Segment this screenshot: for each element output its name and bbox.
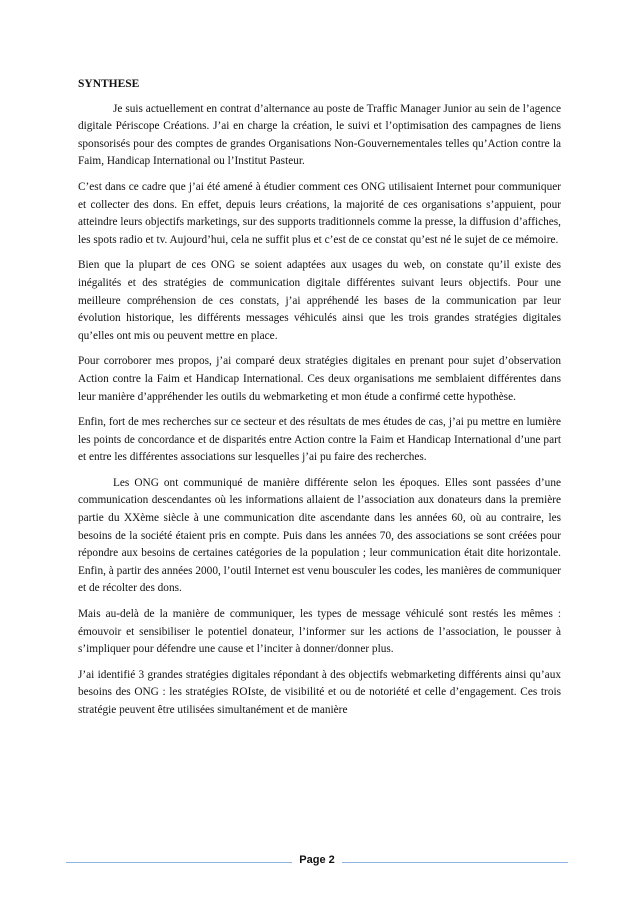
paragraph-1: Je suis actuellement en contrat d’alternance au poste de Traffic Manager Junior au sein de l’agence digitale Périscope Créations. J’ai en charge la création, le suivi et l’optimisation des campagnes de liens sponsorisés pour des comptes de grandes Organisations Non-Gouvernementales telles qu’Action contre la Faim, Handicap International ou l’Institut Pasteur. <box>78 102 561 168</box>
page-number: Page 2 <box>299 854 335 866</box>
footer-rule-right <box>342 862 568 863</box>
section-heading: SYNTHESE <box>78 78 140 90</box>
paragraph-2: C’est dans ce cadre que j’ai été amené à étudier comment ces ONG utilisaient Internet pour communiquer et collecter des dons. En effet, depuis leurs créations, la majorité de ces organisations s’appuient, pour atteindre leurs objectifs marketings, sur des supports traditionnels comme la presse, la diffusion d’affiches, les spots radio et tv. Aujourd’hui, cela ne suffit plus et c’est de ce constat qu’est né le sujet de ce mémoire. <box>78 180 561 246</box>
document-body <box>78 76 561 728</box>
page-footer <box>66 852 568 872</box>
paragraph-6: Les ONG ont communiqué de manière différente selon les époques. Elles sont passées d’une communication descendantes où les informations allaient de l’association aux donateurs dans la première partie du XXème siècle à une communication dite ascendante dans les années 60, où au contraire, les besoins de la société étaient pris en compte. Puis dans les années 70, des associations se sont créées pour répondre aux besoins de certaines catégories de la population ; leur communication était dite horizontale. Enfin, à partir des années 2000, l’outil Internet est venu bousculer les codes, les manières de communiquer et de récolter des dons. <box>78 476 561 595</box>
paragraph-8: J’ai identifié 3 grandes stratégies digitales répondant à des objectifs webmarketing différents ainsi qu’aux besoins des ONG : les stratégies ROIste, de visibilité et ou de notoriété et celle d’engagement. Ces trois stratégie peuvent être utilisées simultanément et de manière <box>78 668 561 716</box>
paragraph-4: Pour corroborer mes propos, j’ai comparé deux stratégies digitales en prenant pour sujet d’observation Action contre la Faim et Handicap International. Ces deux organisations me semblaient différentes dans leur manière d’appréhender les outils du webmarketing et mon étude a confirmé cette hypothèse. <box>78 355 561 403</box>
paragraph-3: Bien que la plupart de ces ONG se soient adaptées aux usages du web, on constate qu’il existe des inégalités et des stratégies de communication digitale différentes suivant leurs objectifs. Pour une meilleure compréhension de ces constats, j’ai appréhendé les bases de la communication par leur évolution historique, les différents messages véhiculés ainsi que les trois grandes stratégies digitales qu’elles ont mis ou peuvent mettre en place. <box>78 259 561 342</box>
paragraph-7: Mais au-delà de la manière de communiquer, les types de message véhiculé sont restés les mêmes : émouvoir et sensibiliser le potentiel donateur, l’informer sur les actions de l’association, le pousser à s’impliquer pour défendre une cause et l’inciter à donner/donner plus. <box>78 608 561 656</box>
paragraph-5: Enfin, fort de mes recherches sur ce secteur et des résultats de mes études de cas, j’ai pu mettre en lumière les points de concordance et de disparités entre Action contre la Faim et Handicap International d’une part et entre les différentes associations sur lesquelles j’ai pu faire des recherches. <box>78 416 561 464</box>
